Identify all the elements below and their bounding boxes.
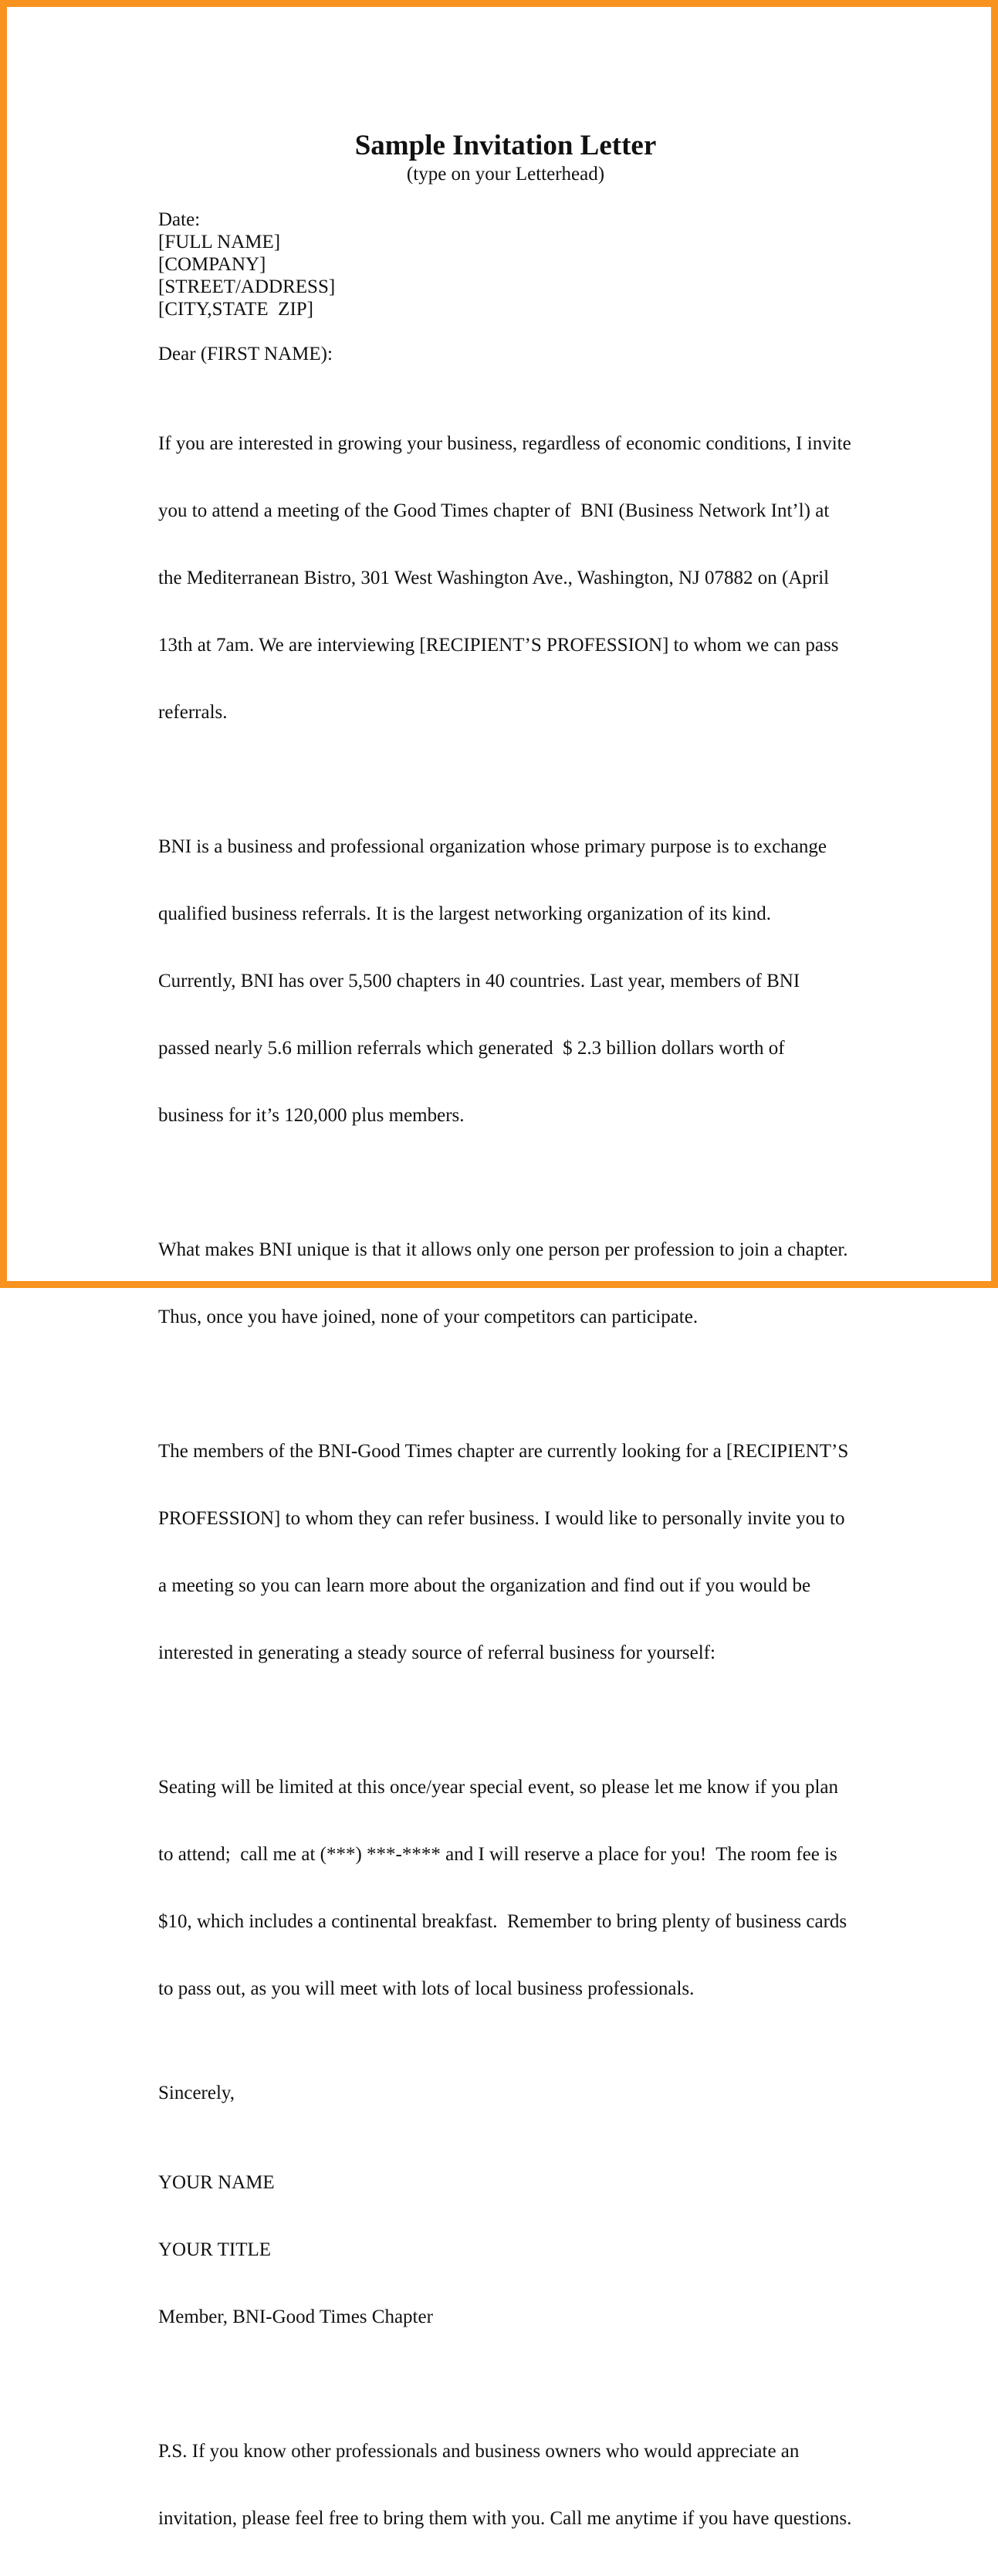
paragraph-line: Seating will be limited at this once/year special event, so please let me know if you plan	[158, 1777, 839, 1798]
paragraph-line: Currently, BNI has over 5,500 chapters in 40 countries. Last year, members of BNI	[158, 971, 800, 991]
paragraph-line: The members of the BNI-Good Times chapter are currently looking for a [RECIPIENT’S	[158, 1441, 849, 1462]
signature-title: YOUR TITLE	[158, 2239, 272, 2260]
letter-title: Sample Invitation Letter	[354, 130, 657, 161]
closing: Sincerely,	[158, 2083, 235, 2103]
paragraph-1	[158, 388, 868, 768]
paragraph-line: passed nearly 5.6 million referrals which generated $ 2.3 billion dollars worth of	[158, 1038, 785, 1059]
paragraph-4	[158, 1395, 868, 1709]
paragraph-line: to attend; call me at (***) ***-**** and I will reserve a place for you! The room fee is	[158, 1844, 837, 1865]
postscript-line: P.S. If you know other professionals and business owners who would appreciate an	[158, 2441, 800, 2462]
paragraph-3	[158, 1194, 868, 1373]
paragraph-line: BNI is a business and professional organization whose primary purpose is to exchange	[158, 836, 827, 857]
paragraph-line: you to attend a meeting of the Good Times chapter of BNI (Business Network Int’l) at	[158, 500, 830, 521]
paragraph-line: 13th at 7am. We are interviewing [RECIPIENT’S PROFESSION] to whom we can pass	[158, 635, 839, 656]
letter-subtitle: (type on your Letterhead)	[406, 164, 605, 185]
signature-name: YOUR NAME	[158, 2172, 275, 2193]
paragraph-line: interested in generating a steady source of referral business for yourself:	[158, 1642, 716, 1663]
postscript	[158, 2395, 868, 2574]
salutation: Dear (FIRST NAME):	[158, 344, 333, 364]
address-line-city-state-zip: [CITY,STATE ZIP]	[158, 299, 314, 320]
paragraph-line: Thus, once you have joined, none of your competitors can participate.	[158, 1307, 699, 1327]
postscript-line: invitation, please feel free to bring them with you. Call me anytime if you have questions.	[158, 2508, 852, 2529]
paragraph-5	[158, 1731, 868, 2045]
paragraph-2	[158, 791, 868, 1171]
paragraph-line: PROFESSION] to whom they can refer business. I would like to personally invite you to	[158, 1508, 845, 1529]
paragraph-line: $10, which includes a continental breakfast. Remember to bring plenty of business cards	[158, 1911, 847, 1932]
address-line-street: [STREET/ADDRESS]	[158, 276, 336, 297]
paragraph-line: qualified business referrals. It is the largest networking organization of its kind.	[158, 903, 772, 924]
paragraph-line: What makes BNI unique is that it allows only one person per profession to join a chapter.	[158, 1239, 848, 1260]
signature-chapter: Member, BNI-Good Times Chapter	[158, 2307, 433, 2327]
paragraph-line: the Mediterranean Bistro, 301 West Washington Ave., Washington, NJ 07882 on (April	[158, 568, 830, 588]
paragraph-line: a meeting so you can learn more about the organization and find out if you would be	[158, 1575, 811, 1596]
address-line-full-name: [FULL NAME]	[158, 232, 281, 253]
paragraph-line: to pass out, as you will meet with lots of local business professionals.	[158, 1978, 695, 1999]
address-block	[158, 208, 868, 320]
paragraph-line: referrals.	[158, 702, 228, 723]
address-line-date: Date:	[158, 209, 201, 230]
paragraph-line: If you are interested in growing your business, regardless of economic conditions, I invite	[158, 433, 851, 454]
paragraph-line: business for it’s 120,000 plus members.	[158, 1105, 465, 1126]
signature-block	[158, 2127, 868, 2373]
address-line-company: [COMPANY]	[158, 254, 266, 275]
letter-body	[158, 129, 868, 2576]
